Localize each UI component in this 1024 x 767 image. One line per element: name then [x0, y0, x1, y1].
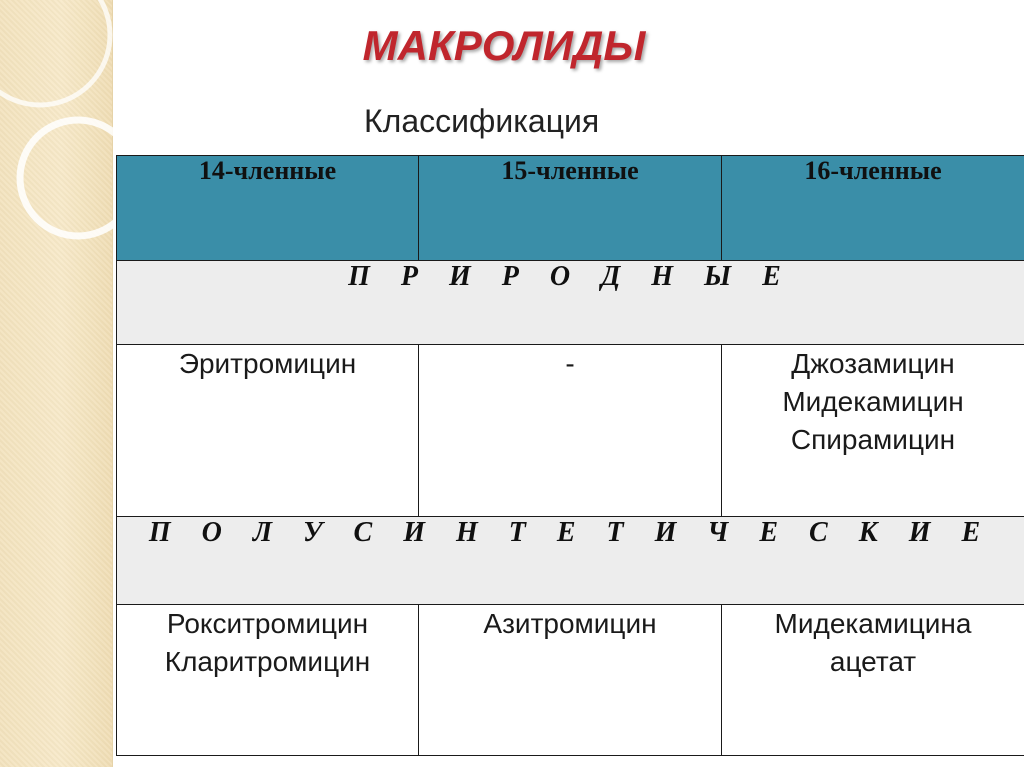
- group-row-semisynthetic: [117, 517, 1024, 605]
- classification-table: [116, 155, 1024, 756]
- cell-semisynthetic-16: [722, 605, 1024, 756]
- table-row: [117, 605, 1024, 756]
- decorative-ring-middle: [20, 120, 130, 236]
- table-row: [117, 345, 1024, 517]
- group-label-semisynthetic: П О Л У С И Н Т Е Т И Ч Е С К И Е: [117, 517, 1024, 605]
- table-header-row: [117, 156, 1024, 261]
- header-cell-16: 16-членные: [722, 156, 1024, 261]
- drug-name: Мидекамицина: [774, 608, 972, 639]
- header-cell-14: 14-членные: [117, 156, 419, 261]
- drug-name: Эритромицин: [178, 348, 357, 379]
- group-label-natural: П Р И Р О Д Н Ы Е: [117, 261, 1024, 345]
- drug-name: Спирамицин: [790, 424, 956, 455]
- cell-natural-14: [117, 345, 419, 517]
- drug-name: Мидекамицин: [782, 386, 964, 417]
- group-row-natural: [117, 261, 1024, 345]
- empty-dash: -: [565, 348, 575, 379]
- cell-natural-16: [722, 345, 1024, 517]
- slide-title: МАКРОЛИДЫ: [362, 22, 646, 69]
- drug-name: Азитромицин: [483, 608, 657, 639]
- drug-name: Рокситромицин: [166, 608, 369, 639]
- slide-subtitle: Классификация: [364, 103, 600, 139]
- cell-semisynthetic-14: [117, 605, 419, 756]
- header-cell-15: 15-членные: [419, 156, 722, 261]
- cell-semisynthetic-15: [419, 605, 722, 756]
- drug-name: Кларитромицин: [164, 646, 371, 677]
- drug-name: ацетат: [829, 646, 917, 677]
- drug-name: Джозамицин: [791, 348, 955, 379]
- cell-natural-15: [419, 345, 722, 517]
